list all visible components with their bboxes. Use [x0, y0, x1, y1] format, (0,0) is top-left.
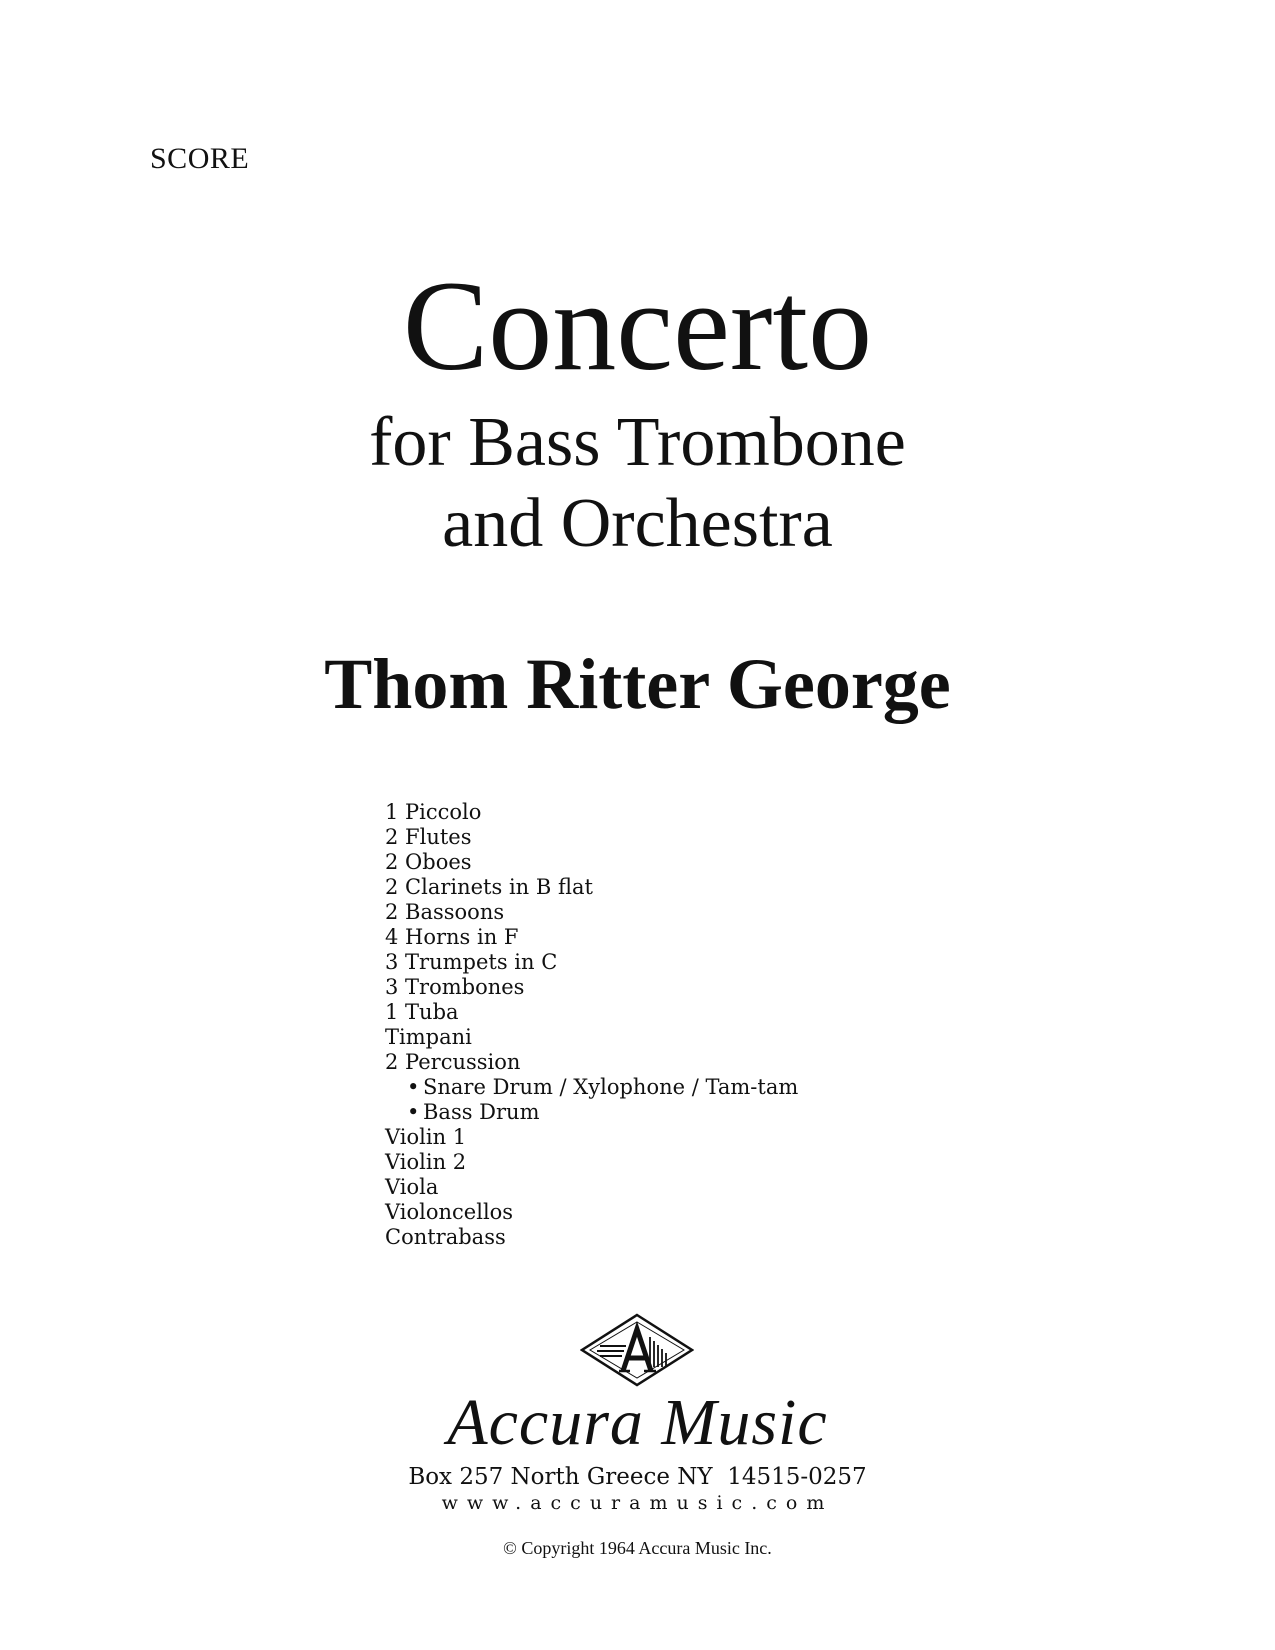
copyright-notice: © Copyright 1964 Accura Music Inc. [503, 1538, 772, 1558]
accura-logo-icon [580, 1313, 694, 1387]
publisher-name: Accura Music [447, 1386, 828, 1459]
subtitle-line-1: for Bass Trombone [369, 404, 906, 481]
page-title: Concerto [402, 255, 873, 397]
instrument-item: 2 Percussion [385, 1050, 521, 1074]
percussion-sub-item: • Bass Drum [385, 1100, 798, 1125]
instrument-item: 2 Flutes [385, 825, 472, 849]
instrument-item: Viola [385, 1175, 439, 1199]
instrument-item: 2 Clarinets in B flat [385, 875, 593, 899]
score-label: SCORE [150, 142, 250, 175]
publisher-address: Box 257 North Greece NY 14515-0257 [408, 1464, 867, 1490]
instrument-item: 2 Bassoons [385, 900, 505, 924]
instrumentation-list [385, 800, 798, 1250]
subtitle-line-2: and Orchestra [442, 485, 833, 562]
instrument-item: Violin 1 [385, 1125, 467, 1149]
instrument-item: 1 Tuba [385, 1000, 459, 1024]
instrument-item: 3 Trumpets in C [385, 950, 558, 974]
publisher-website[interactable]: www.accuramusic.com [441, 1492, 834, 1514]
instrument-item: 3 Trombones [385, 975, 525, 999]
instrument-item: Violoncellos [385, 1200, 514, 1224]
instrument-item: 2 Oboes [385, 850, 472, 874]
instrument-item: Contrabass [385, 1225, 506, 1249]
instrument-item: 1 Piccolo [385, 800, 482, 824]
percussion-sub-item: • Snare Drum / Xylophone / Tam-tam [385, 1075, 798, 1100]
instrument-item: Timpani [385, 1025, 472, 1049]
instrument-item: 4 Horns in F [385, 925, 519, 949]
instrument-item: Violin 2 [385, 1150, 467, 1174]
composer-name: Thom Ritter George [324, 644, 951, 724]
